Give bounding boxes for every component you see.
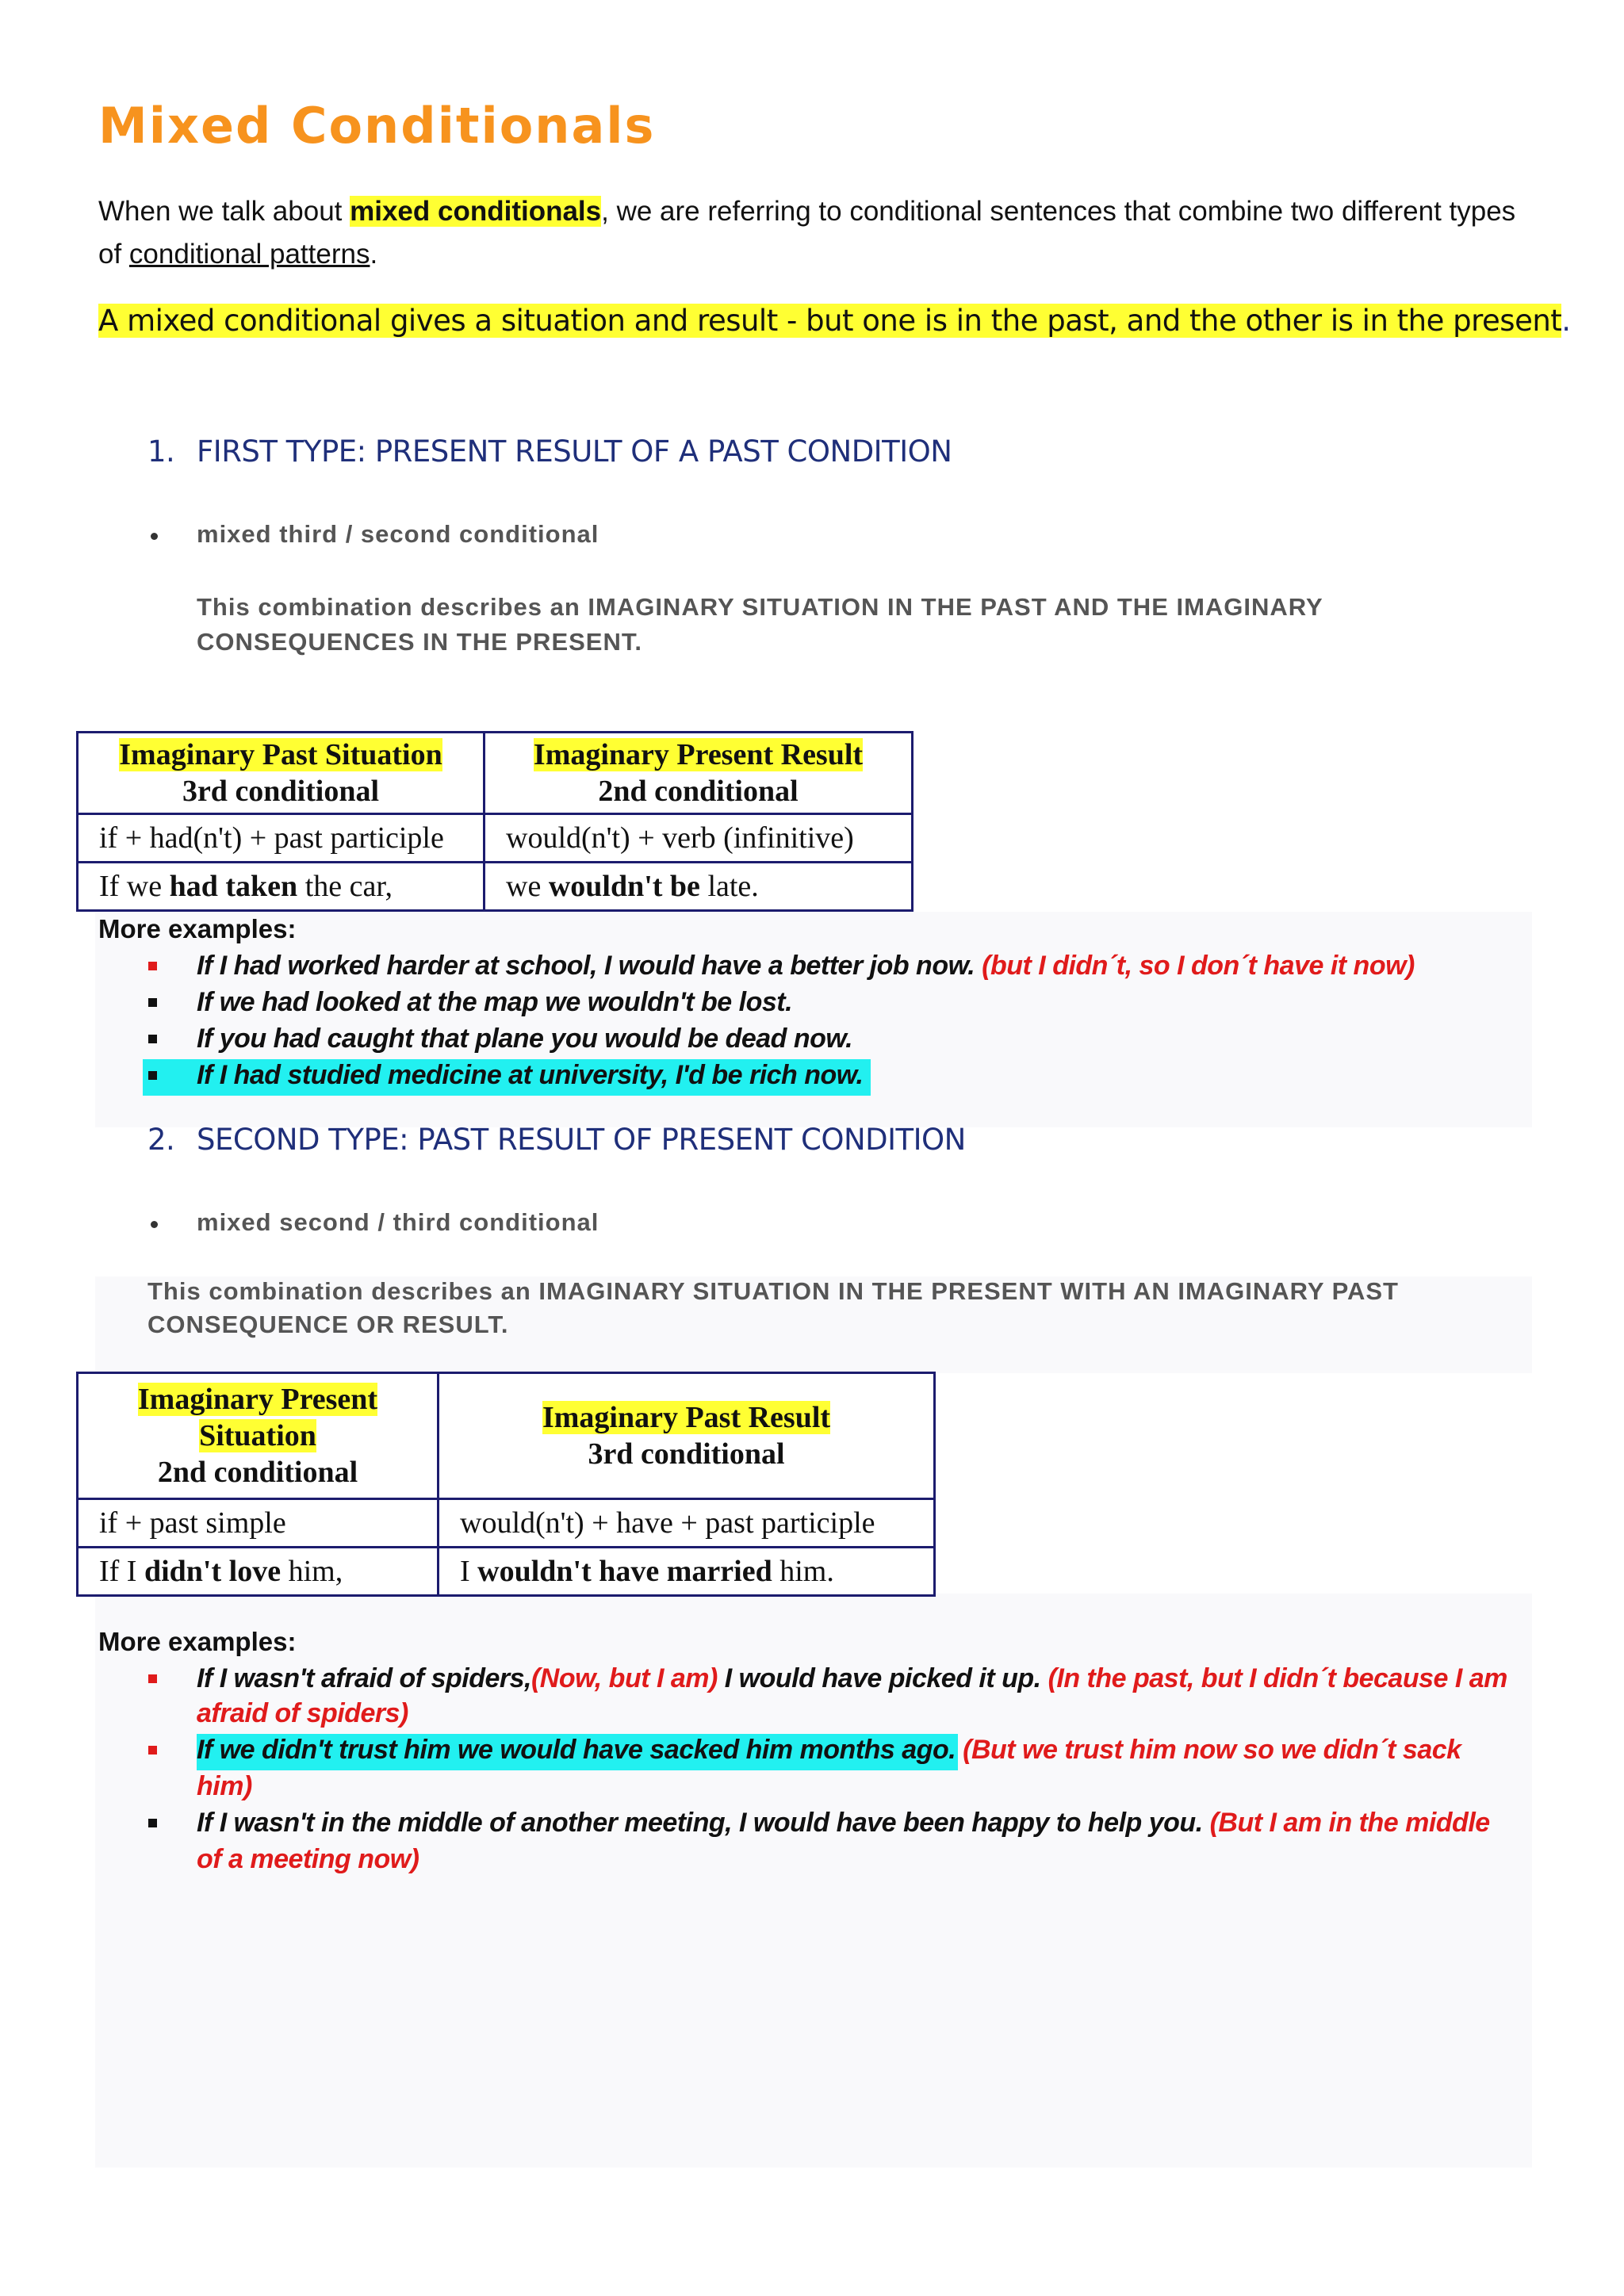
section2-more-label: More examples: (98, 1627, 297, 1656)
bullet-icon (151, 533, 158, 540)
example-text: If I had studied medicine at university, I'd be rich now. (197, 1060, 864, 1090)
bullet-icon (151, 1221, 158, 1228)
table-head-title: Imaginary Past Situation (119, 738, 442, 771)
example-item (197, 1020, 852, 1057)
section1-table (76, 731, 914, 912)
bullet-square-icon (148, 1035, 157, 1043)
bullet-square-icon (148, 1819, 157, 1827)
table-header-row (78, 733, 913, 814)
bullet-square-icon (148, 1746, 157, 1755)
cell-text: him. (772, 1555, 834, 1588)
table-row (78, 863, 913, 911)
table-head-title: Imaginary Present (137, 1383, 378, 1416)
bullet-square-icon (148, 1071, 157, 1080)
cell-text: If we (99, 870, 170, 903)
section1-description-line: This combination describes an IMAGINARY SITUATION IN THE PAST AND THE IMAGINARY (197, 593, 1323, 621)
table-head-cell (439, 1373, 935, 1499)
cell-bold: didn't love (144, 1555, 282, 1588)
definition-text: A mixed conditional gives a situation and result - but one is in the past, and the other is in the present (98, 304, 1562, 338)
intro-paragraph (98, 190, 1542, 276)
page-title: Mixed Conditionals (98, 97, 656, 155)
section2-heading-text: SECOND TYPE: PAST RESULT OF PRESENT CONDITION (197, 1123, 966, 1157)
table-row (78, 1499, 935, 1548)
table-cell: if + past simple (78, 1499, 439, 1548)
table-cell: would(n't) + have + past participle (439, 1499, 935, 1548)
intro-text: When we talk about (98, 196, 350, 227)
cell-bold: wouldn't have married (477, 1555, 772, 1588)
example-text: If I wasn't in the middle of another meeting, I would have been happy to help you. (197, 1808, 1203, 1838)
table-head-cell (485, 733, 913, 814)
section2-description-line: CONSEQUENCE OR RESULT. (147, 1311, 509, 1338)
table-head-cell (78, 733, 485, 814)
example-item-cont (197, 1695, 408, 1732)
example-item-cont (197, 1768, 252, 1804)
intro-highlight: mixed conditionals (350, 196, 602, 227)
table-head-title: Imaginary Past Result (542, 1401, 831, 1434)
section1-number: 1. (147, 434, 175, 469)
table-head-sub: 2nd conditional (157, 1456, 358, 1489)
table-head-cell (78, 1373, 439, 1499)
section1-description (197, 590, 1323, 660)
cell-text: the car, (297, 870, 393, 903)
section1-heading-text: FIRST TYPE: PRESENT RESULT OF A PAST CONDITION (197, 434, 952, 469)
definition (98, 300, 1571, 342)
cell-bold: wouldn't be (548, 870, 700, 903)
example-item (197, 1804, 1490, 1841)
example-note: (In the past, but I didn´t because I am (1040, 1663, 1507, 1693)
section2-description-line: This combination describes an IMAGINARY SITUATION IN THE PRESENT WITH AN IMAGINARY PAST (147, 1277, 1399, 1305)
bullet-square-icon (148, 1674, 157, 1683)
section1-description-line: CONSEQUENCES IN THE PRESENT. (197, 628, 642, 656)
section1-bullet: mixed third / second conditional (197, 520, 599, 548)
definition-end: . (1561, 304, 1571, 338)
table-cell (78, 1548, 439, 1596)
example-item (197, 947, 1415, 984)
section2-number: 2. (147, 1123, 175, 1157)
example-text: I would have picked it up. (717, 1663, 1041, 1693)
example-text: If we didn't trust him we would have sacked him months ago (197, 1735, 949, 1765)
example-note: (But we trust him now so we didn´t sack (956, 1735, 1461, 1765)
example-note: (but I didn´t, so I don´t have it now) (975, 951, 1415, 981)
cell-bold: had taken (169, 870, 298, 903)
table-head-title: Imaginary Present Result (533, 738, 864, 771)
example-text: . (948, 1735, 956, 1765)
example-text: If I had worked harder at school, I would have a better job now. (197, 951, 975, 981)
example-note: afraid of spiders) (197, 1698, 408, 1728)
example-item-cont (197, 1841, 419, 1877)
example-note: (Now, but I am) (530, 1663, 718, 1693)
intro-text: . (370, 239, 378, 270)
example-note: him) (197, 1771, 252, 1801)
intro-underlined: conditional patterns (128, 239, 370, 270)
table-cell (439, 1548, 935, 1596)
example-note: (But I am in the middle (1202, 1808, 1490, 1838)
table-head-title: Situation (199, 1419, 316, 1452)
cell-text: I (460, 1555, 478, 1588)
cell-text: him, (281, 1555, 343, 1588)
example-item (197, 1660, 1507, 1697)
table-header-row (78, 1373, 935, 1499)
table-cell: would(n't) + verb (infinitive) (485, 814, 913, 863)
cell-text: we (506, 870, 549, 903)
table-head-sub: 2nd conditional (598, 775, 799, 808)
example-item (197, 1057, 863, 1093)
intro-text: , we are referring to conditional sentences that combine two different types of (98, 196, 1516, 270)
example-text: If we had looked at the map we wouldn't be lost. (197, 987, 793, 1017)
cell-text: If I (99, 1555, 144, 1588)
example-item (197, 984, 792, 1020)
example-item (197, 1732, 1461, 1768)
example-text: If you had caught that plane you would be dead now. (197, 1024, 853, 1054)
bullet-square-icon (148, 962, 157, 970)
table-head-sub: 3rd conditional (182, 775, 380, 808)
section1-more-label: More examples: (98, 914, 297, 943)
section2-table (76, 1372, 936, 1597)
section2-description (147, 1275, 1399, 1341)
table-head-sub: 3rd conditional (588, 1437, 785, 1471)
table-cell (78, 863, 485, 911)
table-cell: if + had(n't) + past participle (78, 814, 485, 863)
table-row (78, 814, 913, 863)
cell-text: late. (699, 870, 759, 903)
section2-bullet: mixed second / third conditional (197, 1208, 599, 1236)
table-row (78, 1548, 935, 1596)
example-text: If I wasn't afraid of spiders, (197, 1663, 531, 1693)
bullet-square-icon (148, 998, 157, 1007)
example-note: of a meeting now) (197, 1844, 419, 1874)
table-cell (485, 863, 913, 911)
